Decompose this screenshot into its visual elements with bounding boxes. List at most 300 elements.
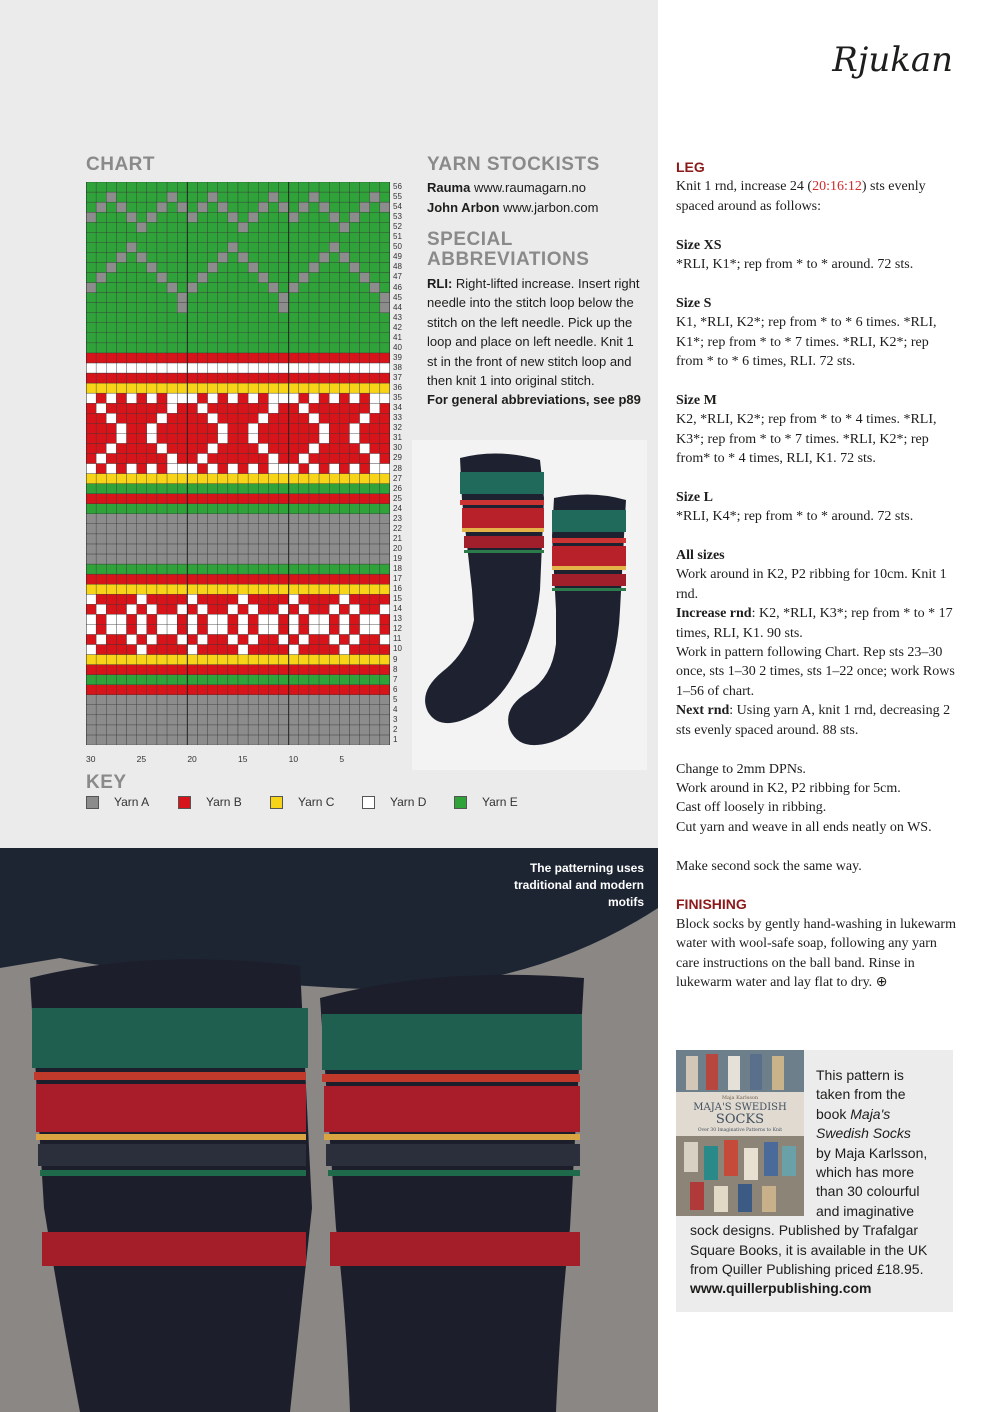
- chart-cell: [127, 252, 137, 262]
- chart-cell: [197, 624, 207, 634]
- chart-cell: [370, 313, 380, 323]
- chart-cell: [96, 464, 106, 474]
- row-number: 3: [393, 714, 398, 724]
- chart-cell: [349, 383, 359, 393]
- chart-cell: [299, 494, 309, 504]
- stockist-url[interactable]: www.raumagarn.no: [473, 180, 586, 195]
- chart-cell: [309, 644, 319, 654]
- chart-cell: [106, 715, 116, 725]
- chart-cell: [86, 403, 96, 413]
- chart-cell: [167, 373, 177, 383]
- row-number: 2: [393, 724, 398, 734]
- chart-cell: [228, 252, 238, 262]
- yarn-key: [86, 795, 546, 809]
- chart-cell: [329, 594, 339, 604]
- row-number: 11: [393, 634, 402, 644]
- chart-cell: [248, 393, 258, 403]
- chart-cell: [116, 232, 126, 242]
- leg-heading: LEG: [676, 159, 705, 175]
- chart-cell: [248, 182, 258, 192]
- chart-cell: [289, 594, 299, 604]
- chart-cell: [157, 453, 167, 463]
- chart-cell: [248, 262, 258, 272]
- chart-cell: [349, 644, 359, 654]
- chart-cell: [167, 182, 177, 192]
- chart-cell: [370, 564, 380, 574]
- chart-cell: [96, 504, 106, 514]
- chart-cell: [177, 584, 187, 594]
- chart-cell: [279, 333, 289, 343]
- chart-cell: [177, 544, 187, 554]
- chart-cell: [106, 423, 116, 433]
- chart-cell: [96, 534, 106, 544]
- end-mark-icon: ⊕: [875, 974, 888, 990]
- chart-cell: [309, 453, 319, 463]
- chart-cell: [147, 272, 157, 282]
- chart-cell: [248, 433, 258, 443]
- chart-cell: [96, 343, 106, 353]
- chart-cell: [370, 675, 380, 685]
- chart-cell: [360, 222, 370, 232]
- chart-cell: [289, 675, 299, 685]
- chart-cell: [177, 393, 187, 403]
- chart-cell: [349, 323, 359, 333]
- chart-cell: [319, 423, 329, 433]
- chart-cell: [197, 192, 207, 202]
- chart-cell: [299, 574, 309, 584]
- chart-cell: [268, 242, 278, 252]
- chart-cell: [319, 252, 329, 262]
- chart-cell: [238, 604, 248, 614]
- chart-cell: [218, 544, 228, 554]
- chart-cell: [279, 453, 289, 463]
- chart-cell: [279, 544, 289, 554]
- chart-cell: [268, 675, 278, 685]
- chart-cell: [147, 403, 157, 413]
- chart-cell: [106, 403, 116, 413]
- chart-cell: [370, 363, 380, 373]
- chart-cell: [208, 212, 218, 222]
- chart-cell: [197, 464, 207, 474]
- chart-cell: [268, 474, 278, 484]
- chart-cell: [370, 614, 380, 624]
- chart-cell: [137, 393, 147, 403]
- column-number: 5: [339, 754, 345, 764]
- chart-cell: [268, 192, 278, 202]
- chart-cell: [228, 353, 238, 363]
- chart-cell: [137, 222, 147, 232]
- chart-cell: [268, 182, 278, 192]
- chart-cell: [218, 303, 228, 313]
- chart-cell: [127, 735, 137, 745]
- chart-cell: [238, 735, 248, 745]
- chart-cell: [147, 715, 157, 725]
- chart-cell: [360, 584, 370, 594]
- chart-cell: [127, 423, 137, 433]
- chart-cell: [268, 624, 278, 634]
- finishing-heading: FINISHING: [676, 896, 747, 913]
- chart-cell: [106, 333, 116, 343]
- chart-cell: [116, 574, 126, 584]
- chart-cell: [370, 634, 380, 644]
- row-number: 18: [393, 564, 402, 574]
- row-number: 19: [393, 553, 402, 563]
- chart-cell: [228, 262, 238, 272]
- chart-cell: [238, 484, 248, 494]
- chart-cell: [360, 393, 370, 403]
- chart-cell: [268, 353, 278, 363]
- chart-cell: [157, 323, 167, 333]
- row-number: 53: [393, 212, 402, 222]
- chart-cell: [289, 212, 299, 222]
- chart-cell: [86, 544, 96, 554]
- chart-cell: [187, 413, 197, 423]
- chart-cell: [116, 474, 126, 484]
- chart-cell: [360, 272, 370, 282]
- chart-cell: [208, 303, 218, 313]
- chart-cell: [279, 685, 289, 695]
- chart-cell: [167, 484, 177, 494]
- chart-cell: [86, 474, 96, 484]
- chart-cell: [147, 504, 157, 514]
- weave-ends-text: Cut yarn and weave in all ends neatly on WS.: [676, 819, 932, 835]
- chart-cell: [319, 212, 329, 222]
- chart-cell: [147, 735, 157, 745]
- chart-cell: [380, 695, 390, 705]
- row-number: 6: [393, 684, 398, 694]
- stockists-heading: YARN STOCKISTS: [427, 154, 600, 175]
- chart-cell: [187, 423, 197, 433]
- chart-cell: [127, 634, 137, 644]
- chart-cell: [147, 655, 157, 665]
- chart-cell: [238, 504, 248, 514]
- chart-cell: [329, 624, 339, 634]
- chart-cell: [208, 242, 218, 252]
- chart-cell: [349, 413, 359, 423]
- chart-cell: [106, 373, 116, 383]
- chart-cell: [218, 715, 228, 725]
- chart-cell: [177, 443, 187, 453]
- chart-cell: [86, 695, 96, 705]
- chart-cell: [258, 272, 268, 282]
- chart-cell: [208, 182, 218, 192]
- chart-cell: [197, 242, 207, 252]
- chart-cell: [299, 232, 309, 242]
- chart-cell: [197, 584, 207, 594]
- chart-cell: [289, 232, 299, 242]
- chart-cell: [370, 353, 380, 363]
- chart-cell: [248, 644, 258, 654]
- chart-cell: [218, 504, 228, 514]
- chart-cell: [248, 494, 258, 504]
- chart-cell: [289, 564, 299, 574]
- chart-cell: [268, 333, 278, 343]
- chart-cell: [157, 705, 167, 715]
- chart-cell: [127, 453, 137, 463]
- chart-cell: [258, 464, 268, 474]
- chart-cell: [238, 343, 248, 353]
- chart-cell: [116, 564, 126, 574]
- chart-cell: [116, 644, 126, 654]
- chart-cell: [329, 423, 339, 433]
- chart-cell: [86, 484, 96, 494]
- chart-cell: [238, 242, 248, 252]
- chart-cell: [86, 232, 96, 242]
- chart-cell: [309, 665, 319, 675]
- chart-cell: [127, 413, 137, 423]
- chart-cell: [268, 313, 278, 323]
- chart-cell: [380, 474, 390, 484]
- chart-cell: [299, 554, 309, 564]
- chart-cell: [248, 272, 258, 282]
- chart-cell: [208, 554, 218, 564]
- chart-cell: [370, 624, 380, 634]
- chart-cell: [187, 313, 197, 323]
- promo-text: This pattern is taken from the book Maja's Swedish Socks by Maja Karlsson, which has more than 30 colourful and imaginative sock designs. Published by Trafalgar Square Books, it is available in the UK from Quiller Publishing priced £18.95. www.quillerpublishing.com: [690, 1066, 945, 1299]
- chart-cell: [127, 725, 137, 735]
- chart-cell: [86, 715, 96, 725]
- chart-cell: [238, 474, 248, 484]
- row-number: 13: [393, 614, 402, 624]
- chart-cell: [319, 393, 329, 403]
- chart-cell: [228, 393, 238, 403]
- chart-cell: [137, 715, 147, 725]
- chart-cell: [177, 293, 187, 303]
- chart-cell: [187, 443, 197, 453]
- chart-cell: [177, 343, 187, 353]
- chart-cell: [248, 323, 258, 333]
- chart-cell: [86, 423, 96, 433]
- chart-cell: [248, 363, 258, 373]
- chart-cell: [268, 403, 278, 413]
- chart-cell: [329, 685, 339, 695]
- chart-cell: [289, 283, 299, 293]
- chart-cell: [228, 514, 238, 524]
- chart-cell: [177, 202, 187, 212]
- row-number: 34: [393, 403, 402, 413]
- chart-cell: [289, 192, 299, 202]
- chart-cell: [360, 343, 370, 353]
- chart-cell: [167, 333, 177, 343]
- chart-cell: [329, 313, 339, 323]
- chart-cell: [187, 584, 197, 594]
- stockist-url[interactable]: www.jarbon.com: [503, 200, 599, 215]
- chart-cell: [238, 453, 248, 463]
- chart-cell: [248, 343, 258, 353]
- chart-cell: [86, 252, 96, 262]
- chart-cell: [299, 343, 309, 353]
- chart-cell: [370, 524, 380, 534]
- chart-cell: [96, 222, 106, 232]
- chart-cell: [167, 665, 177, 675]
- chart-cell: [137, 403, 147, 413]
- chart-cell: [177, 614, 187, 624]
- chart-cell: [137, 383, 147, 393]
- chart-cell: [137, 675, 147, 685]
- chart-cell: [248, 453, 258, 463]
- chart-cell: [238, 293, 248, 303]
- chart-cell: [248, 685, 258, 695]
- chart-cell: [268, 494, 278, 504]
- chart-cell: [167, 504, 177, 514]
- chart-cell: [137, 524, 147, 534]
- chart-cell: [228, 443, 238, 453]
- chart-cell: [370, 584, 380, 594]
- chart-cell: [279, 524, 289, 534]
- chart-cell: [360, 725, 370, 735]
- chart-cell: [96, 333, 106, 343]
- chart-cell: [187, 212, 197, 222]
- chart-cell: [167, 624, 177, 634]
- chart-cell: [137, 574, 147, 584]
- chart-cell: [218, 222, 228, 232]
- chart-cell: [279, 534, 289, 544]
- chart-cell: [349, 725, 359, 735]
- chart-cell: [248, 514, 258, 524]
- chart-cell: [167, 675, 177, 685]
- chart-cell: [329, 665, 339, 675]
- chart-cell: [258, 524, 268, 534]
- chart-cell: [309, 574, 319, 584]
- chart-cell: [157, 303, 167, 313]
- chart-cell: [299, 313, 309, 323]
- chart-cell: [197, 303, 207, 313]
- chart-cell: [238, 363, 248, 373]
- chart-cell: [360, 182, 370, 192]
- chart-cell: [258, 574, 268, 584]
- chart-cell: [319, 232, 329, 242]
- chart-cell: [268, 544, 278, 554]
- chart-cell: [309, 303, 319, 313]
- chart-cell: [106, 574, 116, 584]
- chart-cell: [197, 504, 207, 514]
- chart-cell: [329, 333, 339, 343]
- chart-cell: [187, 634, 197, 644]
- chart-cell: [228, 293, 238, 303]
- chart-cell: [380, 564, 390, 574]
- chart-cell: [86, 735, 96, 745]
- chart-cell: [106, 534, 116, 544]
- publisher-url[interactable]: www.quillerpublishing.com: [690, 1280, 872, 1297]
- chart-cell: [197, 474, 207, 484]
- chart-cell: [106, 544, 116, 554]
- chart-cell: [349, 655, 359, 665]
- chart-cell: [309, 343, 319, 353]
- chart-cell: [157, 584, 167, 594]
- chart-cell: [137, 293, 147, 303]
- chart-cell: [279, 242, 289, 252]
- chart-cell: [299, 192, 309, 202]
- chart-cell: [370, 554, 380, 564]
- chart-cell: [319, 644, 329, 654]
- chart-cell: [299, 514, 309, 524]
- chart-cell: [258, 453, 268, 463]
- chart-cell: [258, 534, 268, 544]
- chart-cell: [208, 735, 218, 745]
- chart-cell: [106, 665, 116, 675]
- chart-cell: [258, 283, 268, 293]
- chart-cell: [86, 624, 96, 634]
- chart-cell: [86, 182, 96, 192]
- chart-cell: [339, 554, 349, 564]
- chart-cell: [289, 202, 299, 212]
- chart-cell: [349, 303, 359, 313]
- chart-cell: [279, 504, 289, 514]
- chart-cell: [238, 232, 248, 242]
- chart-cell: [208, 594, 218, 604]
- chart-cell: [349, 685, 359, 695]
- chart-cell: [248, 293, 258, 303]
- chart-cell: [339, 182, 349, 192]
- column-number: 15: [238, 754, 248, 764]
- chart-cell: [268, 212, 278, 222]
- chart-cell: [279, 252, 289, 262]
- chart-cell: [299, 433, 309, 443]
- chart-cell: [187, 272, 197, 282]
- chart-cell: [116, 242, 126, 252]
- chart-cell: [86, 242, 96, 252]
- chart-cell: [248, 725, 258, 735]
- chart-cell: [187, 534, 197, 544]
- chart-cell: [339, 715, 349, 725]
- chart-cell: [309, 333, 319, 343]
- chart-cell: [218, 232, 228, 242]
- chart-cell: [248, 504, 258, 514]
- chart-cell: [248, 283, 258, 293]
- chart-cell: [258, 494, 268, 504]
- chart-cell: [228, 403, 238, 413]
- chart-cell: [96, 313, 106, 323]
- chart-cell: [258, 313, 268, 323]
- chart-cell: [380, 453, 390, 463]
- chart-cell: [370, 705, 380, 715]
- chart-cell: [289, 323, 299, 333]
- chart-cell: [248, 403, 258, 413]
- chart-cell: [380, 715, 390, 725]
- chart-cell: [258, 484, 268, 494]
- chart-cell: [309, 655, 319, 665]
- chart-cell: [319, 524, 329, 534]
- chart-cell: [96, 494, 106, 504]
- chart-cell: [329, 534, 339, 544]
- chart-cell: [177, 423, 187, 433]
- chart-cell: [279, 584, 289, 594]
- chart-cell: [167, 634, 177, 644]
- chart-cell: [289, 464, 299, 474]
- chart-cell: [279, 202, 289, 212]
- chart-cell: [137, 182, 147, 192]
- chart-cell: [380, 423, 390, 433]
- chart-cell: [157, 494, 167, 504]
- chart-cell: [339, 705, 349, 715]
- page-title: Rjukan: [832, 40, 953, 80]
- chart-cell: [208, 665, 218, 675]
- chart-cell: [370, 303, 380, 313]
- chart-cell: [197, 574, 207, 584]
- chart-cell: [380, 484, 390, 494]
- chart-cell: [299, 333, 309, 343]
- chart-cell: [309, 624, 319, 634]
- chart-cell: [137, 474, 147, 484]
- chart-cell: [380, 202, 390, 212]
- chart-cell: [208, 433, 218, 443]
- chart-cell: [157, 735, 167, 745]
- chart-cell: [258, 594, 268, 604]
- chart-cell: [360, 644, 370, 654]
- chart-cell: [289, 262, 299, 272]
- chart-cell: [339, 665, 349, 675]
- chart-cell: [299, 665, 309, 675]
